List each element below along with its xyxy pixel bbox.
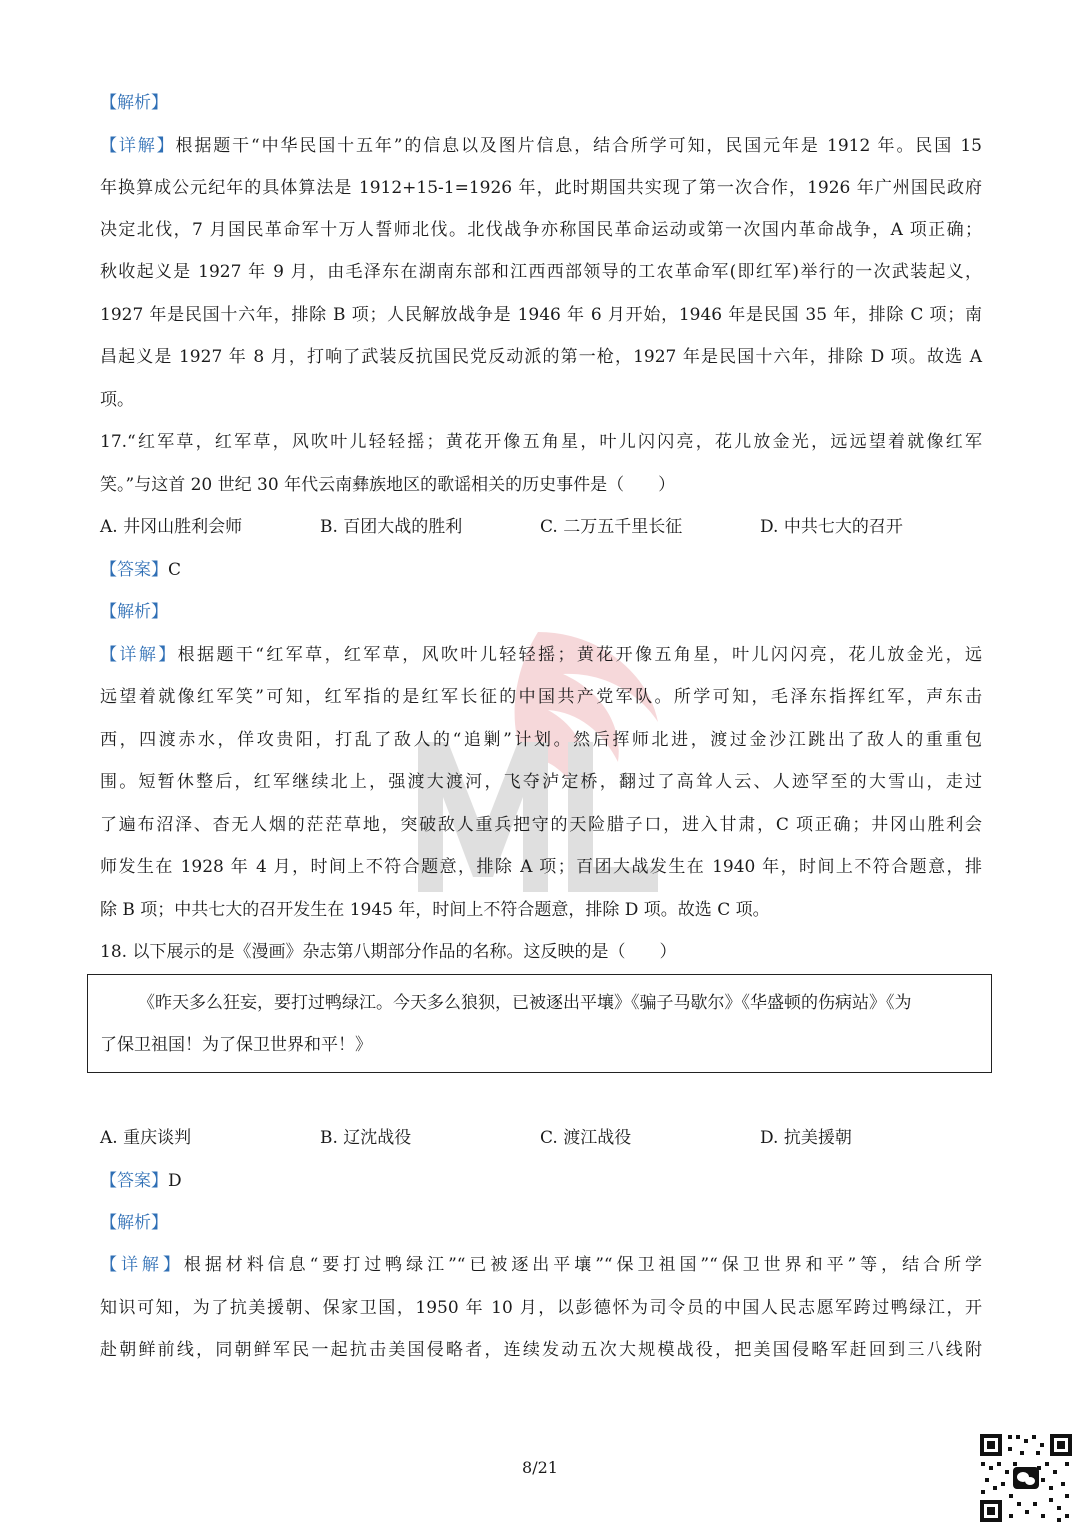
q17-detail-label: 【详解】 bbox=[100, 645, 178, 665]
q17-detail-line-5: 了遍布沼泽、杳无人烟的茫茫草地，突破敌人重兵把守的天险腊子口，进入甘肃，C 项正确；井冈山胜利会 bbox=[100, 815, 982, 835]
q18-option-d: D. 抗美援朝 bbox=[760, 1128, 852, 1148]
q18-option-a: A. 重庆谈判 bbox=[100, 1128, 192, 1148]
q17-detail-line-1: 【详解】根据题干“红军草，红军草，风吹叶儿轻轻摇；黄花开像五角星，叶儿闪闪亮，花儿放金光，远 bbox=[100, 645, 983, 665]
q17-option-d: D. 中共七大的召开 bbox=[760, 517, 903, 537]
q16-detail-line-7: 项。 bbox=[100, 390, 134, 410]
q16-detail-line-5: 1927 年是民国十六年，排除 B 项；人民解放战争是 1946 年 6 月开始，1946 年是民国 35 年，排除 C 项；南 bbox=[100, 305, 982, 325]
q18-option-c: C. 渡江战役 bbox=[540, 1128, 632, 1148]
q16-detail-label: 【详解】 bbox=[100, 136, 176, 156]
q16-detail-line-6: 昌起义是 1927 年 8 月，打响了武装反抗国民党反动派的第一枪，1927 年是民国十六年，排除 D 项。故选 A bbox=[100, 347, 982, 367]
q17-detail-line-7: 除 B 项；中共七大的召开发生在 1945 年，时间上不符合题意，排除 D 项。故选 C 项。 bbox=[100, 900, 770, 920]
q17-stem-line-1: 17.“红军草，红军草，风吹叶儿轻轻摇；黄花开像五角星，叶儿闪闪亮，花儿放金光，远远望着就像红军 bbox=[100, 432, 982, 452]
q17-detail-line-6: 师发生在 1928 年 4 月，时间上不符合题意，排除 A 项；百团大战发生在 1940 年，时间上不符合题意，排 bbox=[100, 857, 982, 877]
q16-detail-line-2: 年换算成公元纪年的具体算法是 1912+15-1=1926 年，此时期国共实现了第一次合作，1926 年广州国民政府 bbox=[100, 178, 982, 198]
q18-answer-value: D bbox=[168, 1171, 182, 1191]
q17-detail-line-4: 围。短暂休整后，红军继续北上，强渡大渡河，飞夺泸定桥，翻过了高耸人云、人迹罕至的大雪山，走过 bbox=[100, 772, 982, 792]
page-number: 8/21 bbox=[522, 1458, 558, 1477]
q18-analysis-label: 【解析】 bbox=[100, 1213, 168, 1233]
q17-detail-line-3: 西，四渡赤水，佯攻贵阳，打乱了敌人的“追剿”计划。然后挥师北进，渡过金沙江跳出了敌人的重重包 bbox=[100, 730, 982, 750]
q18-material-box bbox=[87, 974, 992, 1073]
q17-option-b: B. 百团大战的胜利 bbox=[320, 517, 463, 537]
q17-answer bbox=[100, 556, 181, 584]
q18-stem: 18. 以下展示的是《漫画》杂志第八期部分作品的名称。这反映的是（ ） bbox=[100, 942, 677, 962]
q17-stem-line-2: 笑。”与这首 20 世纪 30 年代云南彝族地区的歌谣相关的历史事件是（ ） bbox=[100, 475, 676, 495]
q18-material-line-1: 《昨天多么狂妄，要打过鸭绿江。今天多么狼狈，已被逐出平壤》《骗子马歇尔》《华盛顿的伤病站》《为 bbox=[138, 993, 912, 1013]
q16-detail-line-1: 【详解】根据题干“中华民国十五年”的信息以及图片信息，结合所学可知，民国元年是 1912 年。民国 15 bbox=[100, 136, 982, 156]
q17-detail-line-2: 远望着就像红军笑”可知，红军指的是红军长征的中国共产党军队。所学可知，毛泽东指挥红军，声东击 bbox=[100, 687, 982, 707]
q18-answer-label: 【答案】 bbox=[100, 1171, 168, 1191]
q16-detail-line-4: 秋收起义是 1927 年 9 月，由毛泽东在湖南东部和江西西部领导的工农革命军(即红军)举行的一次武装起义， bbox=[100, 262, 982, 282]
q18-detail-line-3: 赴朝鲜前线，同朝鲜军民一起抗击美国侵略者，连续发动五次大规模战役，把美国侵略军赶回到三八线附 bbox=[100, 1340, 982, 1360]
qr-code-icon bbox=[978, 1432, 1074, 1524]
q18-material-line-2: 了保卫祖国！为了保卫世界和平！》 bbox=[100, 1035, 372, 1055]
q16-detail-line-3: 决定北伐，7 月国民革命军十万人誓师北伐。北伐战争亦称国民革命运动或第一次国内革命战争，A 项正确； bbox=[100, 220, 982, 240]
q17-option-c: C. 二万五千里长征 bbox=[540, 517, 683, 537]
q17-analysis-label: 【解析】 bbox=[100, 602, 168, 622]
q17-option-a: A. 井冈山胜利会师 bbox=[100, 517, 243, 537]
q18-answer bbox=[100, 1167, 182, 1195]
q17-answer-label: 【答案】 bbox=[100, 560, 168, 580]
q18-detail-line-1: 【详解】根据材料信息“要打过鸭绿江”“已被逐出平壤”“保卫祖国”“保卫世界和平”等，结合所学 bbox=[100, 1255, 982, 1275]
q17-answer-value: C bbox=[168, 560, 182, 580]
q16-analysis-label: 【解析】 bbox=[100, 93, 168, 113]
q18-detail-label: 【详解】 bbox=[100, 1255, 184, 1275]
q18-option-b: B. 辽沈战役 bbox=[320, 1128, 412, 1148]
q18-detail-line-2: 知识可知，为了抗美援朝、保家卫国，1950 年 10 月，以彭德怀为司令员的中国人民志愿军跨过鸭绿江，开 bbox=[100, 1298, 982, 1318]
